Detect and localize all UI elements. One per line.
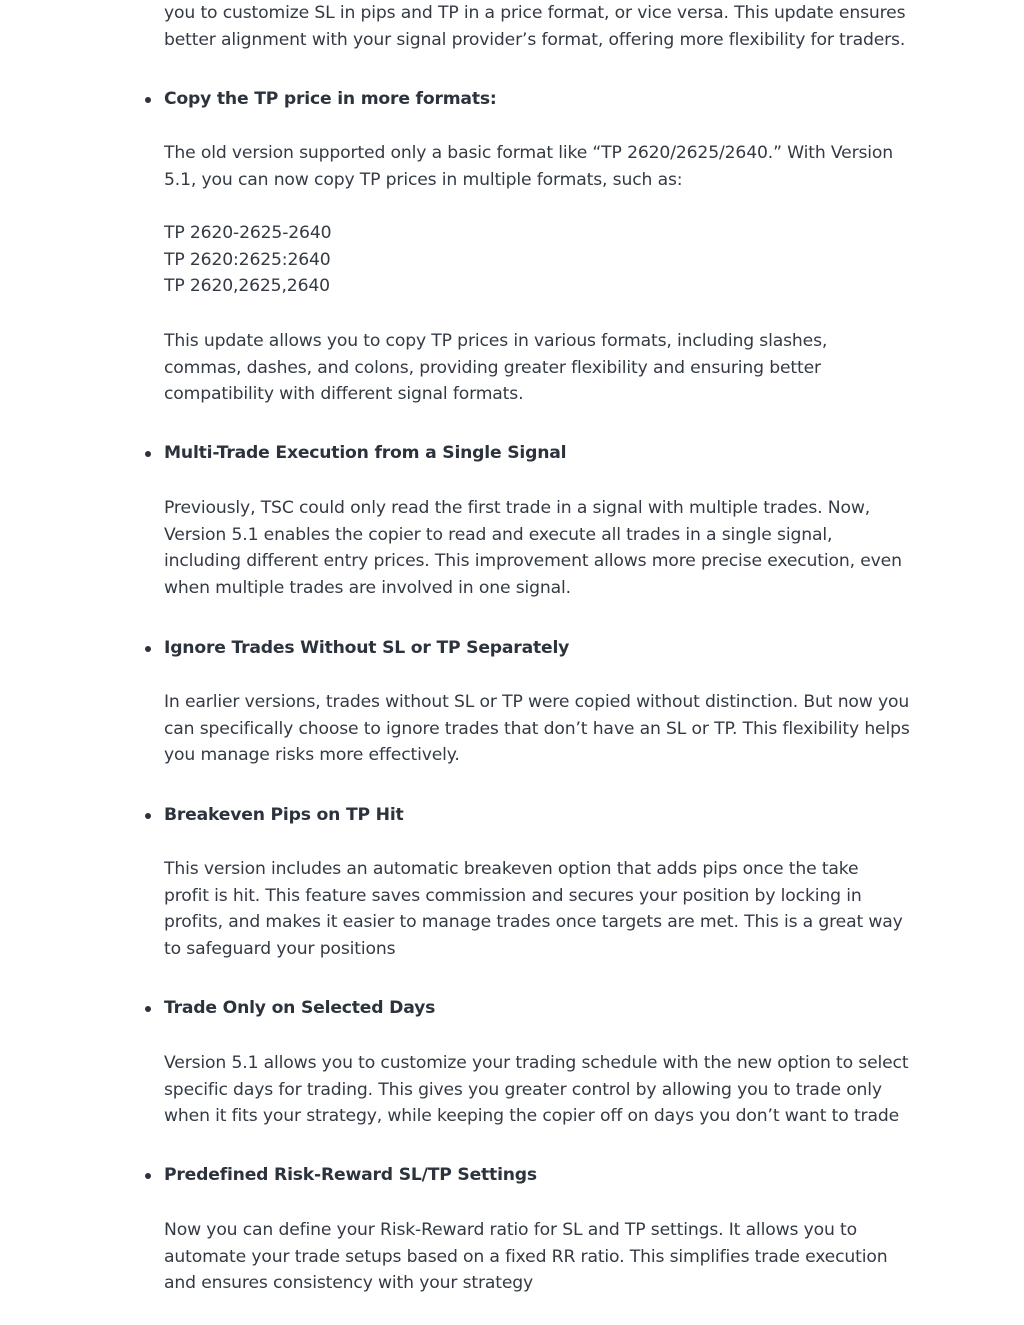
text-line: profit is hit. This feature saves commission and secures your position by locking in (164, 885, 862, 906)
text-line: Version 5.1 enables the copier to read and execute all trades in a single signal, (164, 524, 833, 545)
bullet-icon (145, 97, 151, 103)
text-line: to safeguard your positions (164, 939, 396, 960)
bullet-icon (145, 1006, 151, 1012)
text-line: specific days for trading. This gives you greater control by allowing you to trade only (164, 1079, 882, 1100)
section-paragraph (164, 1217, 894, 1297)
section-paragraph (164, 1050, 909, 1130)
text-line: Now you can define your Risk-Reward ratio for SL and TP settings. It allows you to (164, 1220, 857, 1240)
text-line: This update allows you to copy TP prices in various formats, including slashes, (164, 331, 828, 351)
section-heading: Multi-Trade Execution from a Single Signal (164, 443, 567, 463)
section-heading: Copy the TP price in more formats: (164, 89, 497, 109)
text-line: compatibility with different signal formats. (164, 384, 524, 405)
section-heading: Trade Only on Selected Days (164, 998, 436, 1018)
text-line: can specifically choose to ignore trades that don’t have an SL or TP. This flexibility helps (164, 718, 910, 739)
text-line: when multiple trades are involved in one signal. (164, 578, 571, 599)
text-line: when it fits your strategy, while keeping the copier off on days you don’t want to trade (164, 1106, 900, 1127)
text-line: you manage risks more effectively. (164, 745, 460, 766)
intro-paragraph (164, 0, 906, 53)
section-heading: Ignore Trades Without SL or TP Separately (164, 638, 570, 658)
text-line: The old version supported only a basic format like “TP 2620/2625/2640.” With Version (164, 143, 894, 163)
text-line: This version includes an automatic breakeven option that adds pips once the take (164, 859, 859, 879)
text-line: automate your trade setups based on a fixed RR ratio. This simplifies trade execution (164, 1246, 888, 1267)
section-paragraph (164, 856, 903, 963)
text-line: Previously, TSC could only read the first trade in a signal with multiple trades. Now, (164, 498, 871, 518)
text-line: and ensures consistency with your strategy (164, 1273, 534, 1294)
text-line: 5.1, you can now copy TP prices in multiple formats, such as: (164, 169, 683, 190)
tp-format-item: TP 2620,2625,2640 (164, 276, 330, 297)
section-heading: Breakeven Pips on TP Hit (164, 805, 404, 825)
tp-format-item: TP 2620-2625-2640 (164, 223, 332, 243)
text-line: commas, dashes, and colons, providing greater flexibility and ensuring better (164, 357, 821, 378)
tp-format-item: TP 2620:2625:2640 (164, 249, 331, 270)
section-paragraph (164, 689, 910, 769)
text-line: better alignment with your signal provider’s format, offering more flexibility for traders. (164, 29, 906, 50)
bullet-icon (145, 813, 151, 819)
section-heading: Predefined Risk-Reward SL/TP Settings (164, 1165, 537, 1185)
section-paragraph (164, 328, 894, 408)
section-paragraph (164, 495, 902, 602)
bullet-icon (145, 451, 151, 457)
section-paragraph (164, 140, 894, 193)
bullet-icon (145, 646, 151, 652)
text-line: Version 5.1 allows you to customize your trading schedule with the new option to select (164, 1053, 909, 1073)
tp-format-list (164, 220, 894, 300)
text-line: you to customize SL in pips and TP in a price format, or vice versa. This update ensures (164, 3, 906, 23)
text-line: In earlier versions, trades without SL or TP were copied without distinction. But now you (164, 692, 910, 712)
text-line: including different entry prices. This improvement allows more precise execution, even (164, 551, 902, 572)
text-line: profits, and makes it easier to manage trades once targets are met. This is a great way (164, 912, 903, 933)
bullet-icon (145, 1173, 151, 1179)
